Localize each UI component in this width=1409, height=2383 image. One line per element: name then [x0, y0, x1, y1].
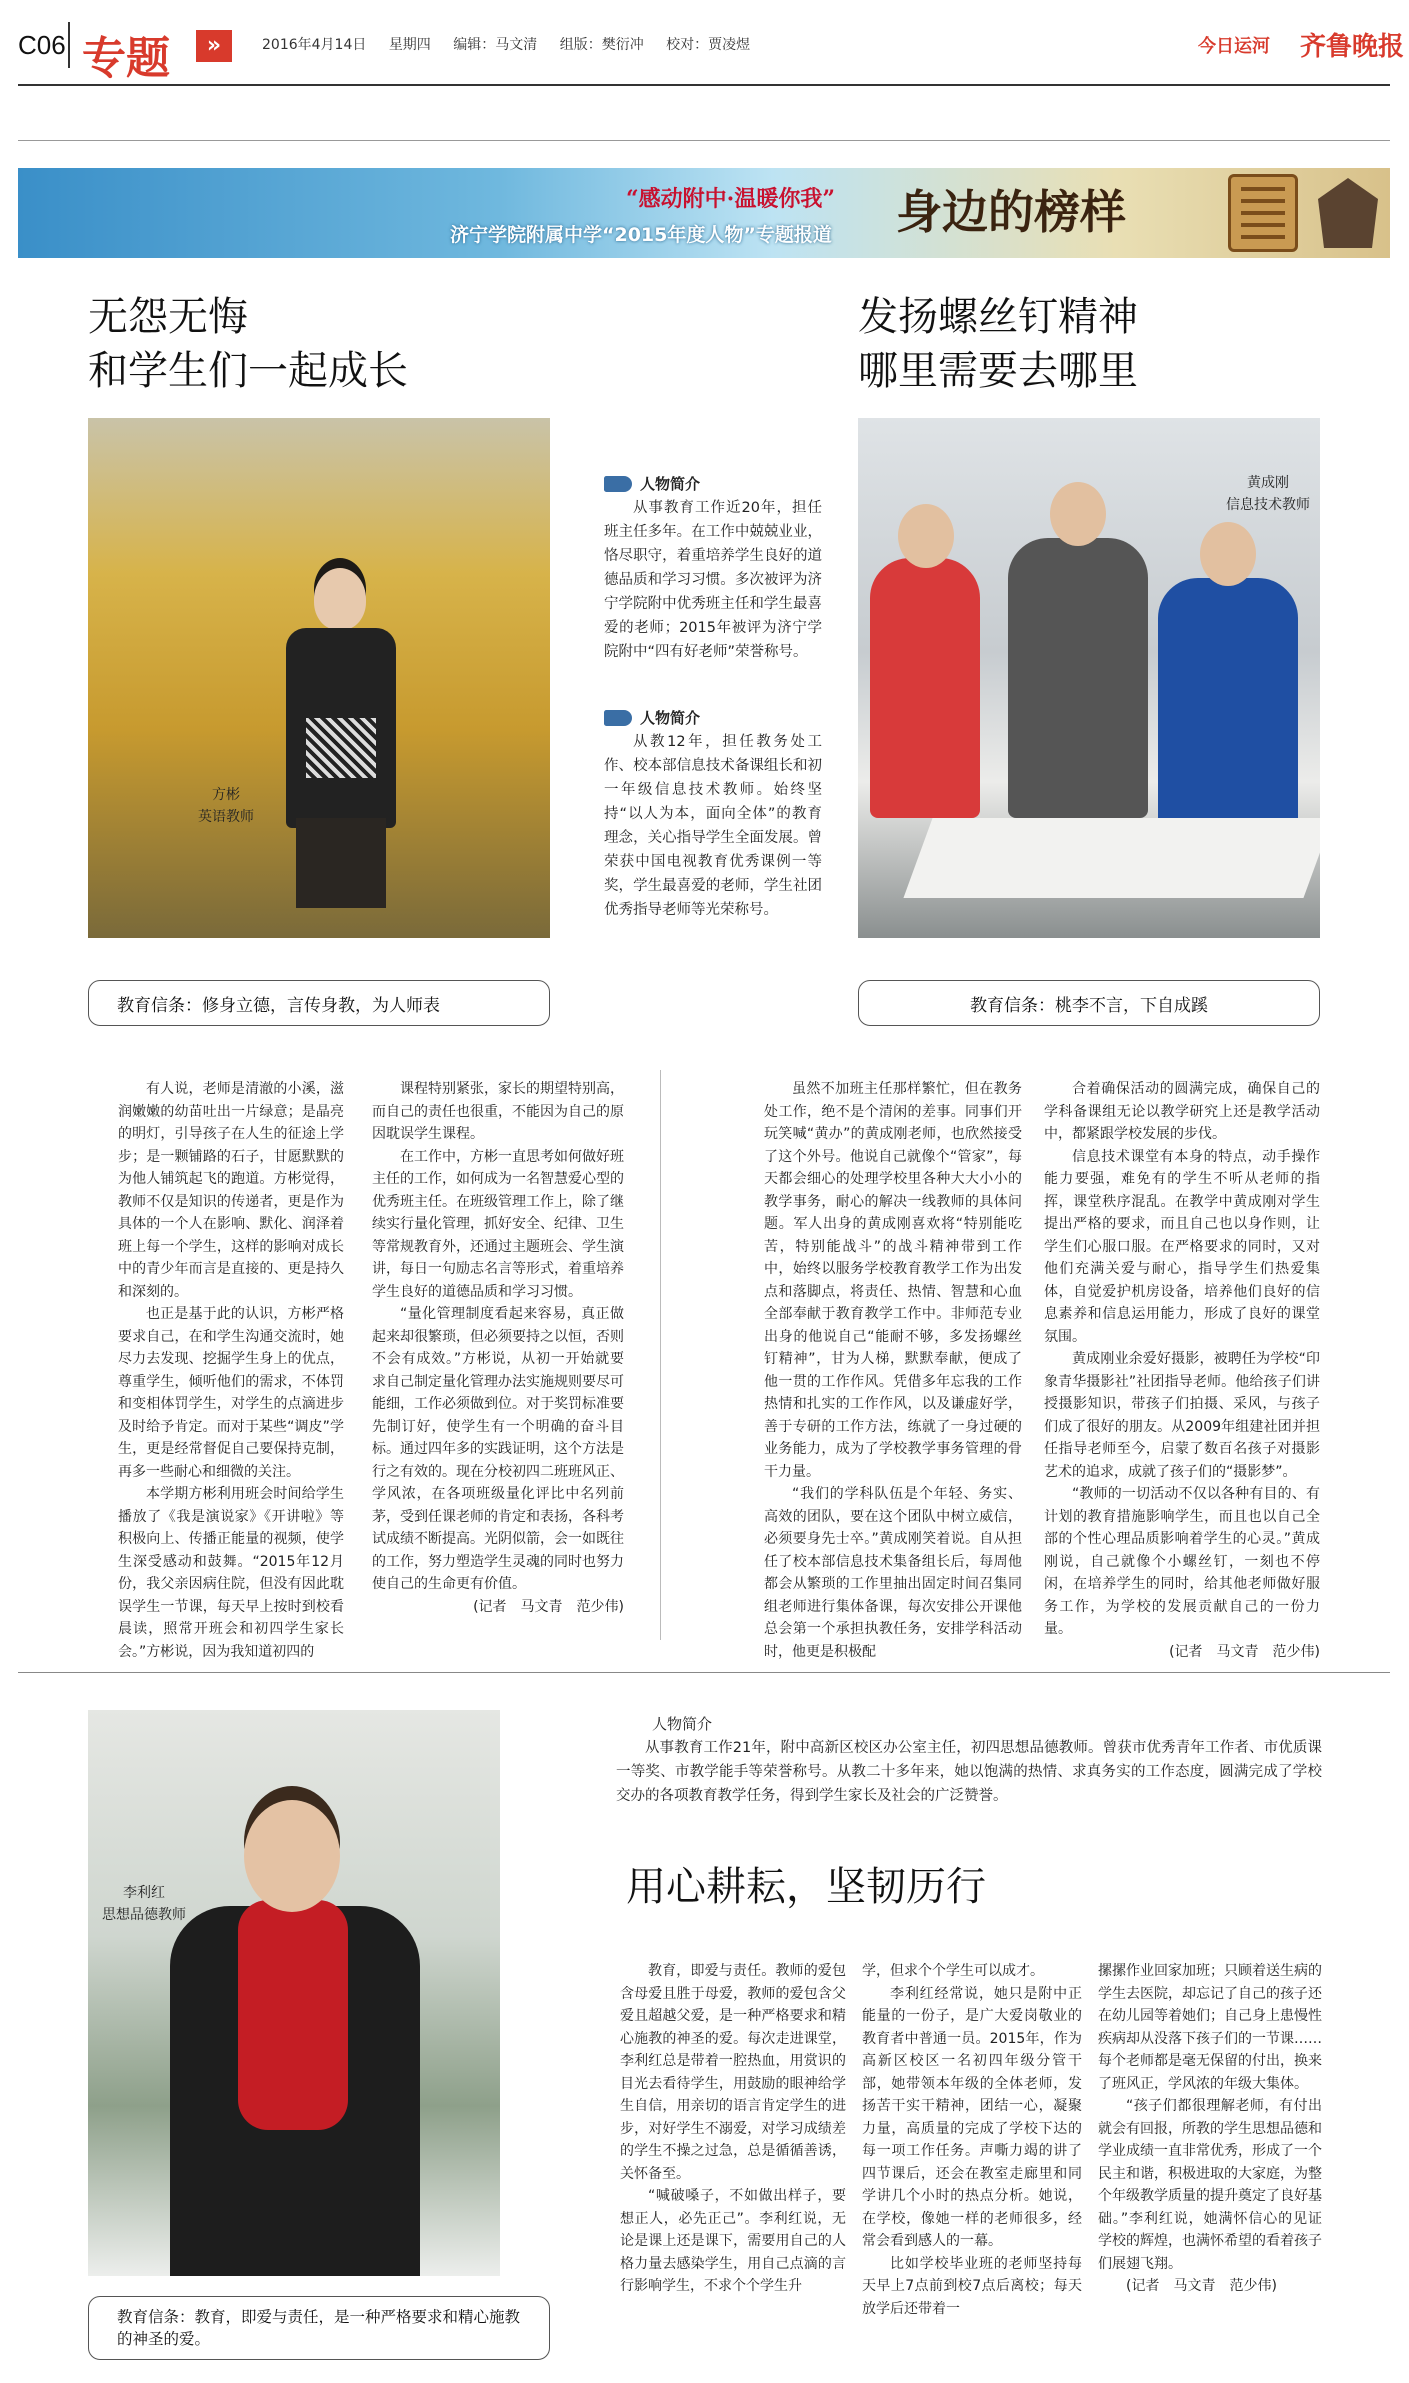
paragraph: 比如学校毕业班的老师坚持每天早上7点前到校7点后离校；每天放学后还带着一	[862, 2255, 1082, 2317]
paragraph: 虽然不加班主任那样繁忙，但在教务处工作，绝不是个清闲的差事。同事们开玩笑喊“黄办”的黄成刚老师，也欣然接受了这个外号。他说自己就像个“管家”，每天都会细心的处理学校里各种大大小小的教学事务，耐心的解决一线教师的具体问题。军人出身的黄成刚喜欢将“特别能吃苦，特别能战斗”的战斗精神带到工作中，始终以服务学校教育教学工作为出发点和落脚点，将责任、热情、智慧和心血全部奉献于教育教学工作中。非师范专业出身的他说自己“能耐不够，多发扬螺丝钉精神”，甘为人梯，默默奉献，便成了他一贯的工作作风。凭借多年忘我的工作热情和扎实的工作作风，以及谦虚好学，善于专研的工作方法，练就了一身过硬的业务能力，成为了学校教学事务管理的骨干力量。	[764, 1081, 1022, 1480]
thin-rule	[18, 140, 1390, 141]
article1-headline	[88, 290, 408, 398]
paragraph: 摞摞作业回家加班；只顾着送生病的学生去医院，却忘记了自己的孩子还在幼儿园等着她们；自己身上患慢性疾病却从没落下孩子们的一节课……每个老师都是毫无保留的付出，换来了班风正，学风浓的年级大集体。	[1098, 1963, 1322, 2092]
article3-photo	[88, 1710, 500, 2276]
article3-motto: 教育信条：教育，即爱与责任，是一种严格要求和精心施教的神圣的爱。	[88, 2296, 550, 2360]
article3-column-3	[1098, 1960, 1322, 2298]
proofreader: 校对：贾凌煜	[666, 37, 751, 53]
pointing-hand-icon	[604, 476, 632, 492]
paragraph: “孩子们都很理解老师，有付出就会有回报，所教的学生思想品德和学业成绩一直非常优秀，形成了一个民主和谐，积极进取的大家庭，为整个年级教学质量的提升奠定了良好基础。”李利红说，她满怀信心的见证学校的辉煌，也满怀希望的看着孩子们展翅飞翔。	[1098, 2098, 1322, 2272]
article2-photo	[858, 418, 1320, 938]
article2-photo-caption	[1226, 472, 1310, 516]
article1-photo-caption	[198, 784, 254, 828]
article2-motto: 教育信条：桃李不言，下自成蹊	[858, 980, 1320, 1026]
paragraph: 在工作中，方彬一直思考如何做好班主任的工作，如何成为一名智慧爱心型的优秀班主任。在班级管理工作上，除了继续实行量化管理，抓好安全、纪律、卫生等常规教育外，还通过主题班会、学生演讲，每日一句励志名言等形式，着重培养学生良好的道德品质和学习习惯。	[372, 1148, 624, 1300]
layout-editor: 组版：樊衍冲	[559, 37, 644, 53]
caption-name: 李利红	[123, 1885, 165, 1901]
paragraph: 黄成刚业余爱好摄影，被聘任为学校“印象青华摄影社”社团指导老师。他给孩子们讲授摄影知识，带孩子们拍摄、采风，与孩子们成了很好的朋友。从2009年组建社团并担任指导老师至今，启蒙了数百名孩子对摄影艺术的追求，成就了孩子们的“摄影梦”。	[1044, 1351, 1320, 1480]
paragraph: “我们的学科队伍是个年轻、务实、高效的团队，要在这个团队中树立威信，必须要身先士卒。”黄成刚笑着说。自从担任了校本部信息技术集备组长后，每周他都会从繁琐的工作里抽出固定时间召集同组老师进行集体备课，每次安排公开课他总会第一个承担执教任务，安排学科活动时，他更是积极配	[764, 1486, 1022, 1660]
column-divider	[660, 1070, 661, 1640]
caption-name: 黄成刚	[1247, 475, 1289, 491]
article3-profile	[616, 1712, 1322, 1808]
pointing-hand-icon	[604, 710, 632, 726]
article1-headline-line2: 和学生们一起成长	[88, 348, 408, 394]
article2-profile	[604, 706, 822, 922]
issue-date: 2016年4月14日	[262, 37, 367, 53]
topic-banner	[18, 168, 1390, 258]
header-divider	[68, 22, 70, 68]
article1-column-1	[118, 1078, 344, 1663]
editor: 编辑：马文清	[453, 37, 538, 53]
section-arrow-icon: »	[196, 30, 232, 62]
section-title: 专题	[82, 33, 170, 84]
article2-column-2	[1044, 1078, 1320, 1663]
banner-slogan: “感动附中·温暖你我”	[626, 186, 835, 212]
article1-column-2	[372, 1078, 624, 1618]
article3-photo-caption	[102, 1882, 186, 1926]
paragraph: 课程特别紧张，家长的期望特别高，而自己的责任也很重，不能因为自己的原因耽误学生课程。	[372, 1081, 624, 1142]
article2-headline	[858, 290, 1138, 398]
article3-column-2	[862, 1960, 1082, 2320]
article3-byline: (记者 马文青 范少伟)	[1126, 2278, 1277, 2294]
banner-title: 身边的榜样	[896, 185, 1126, 239]
caption-name: 方彬	[212, 787, 240, 803]
paragraph: 教育，即爱与责任。教师的爱包含母爱且胜于母爱，教师的爱包含父爱且超越父爱，是一种严格要求和精心施教的神圣的爱。每次走进课堂，李利红总是带着一腔热血，用赏识的目光去看待学生，用鼓励的眼神给学生自信，用亲切的语言肯定学生的进步，对好学生不溺爱，对学习成绩差的学生不操之过急，总是循循善诱，关怀备至。	[620, 1963, 846, 2182]
paragraph: “量化管理制度看起来容易，真正做起来却很繁琐，但必须要持之以恒，否则不会有成效。”方彬说，从初一开始就要求自己制定量化管理办法实施规则要尽可能细，工作必须做到位。对于奖罚标准要先制订好，使学生有一个明确的奋斗目标。通过四年多的实践证明，这个方法是行之有效的。现在分校初四二班班风正、学风浓，在各项班级量化评比中名列前茅，受到任课老师的肯定和表扬，各科考试成绩不断提高。光阴似箭，会一如既往的工作，努力塑造学生灵魂的同时也努力使自己的生命更有价值。	[372, 1306, 624, 1592]
article3-column-1	[620, 1960, 846, 2298]
edition-label: 今日运河	[1198, 36, 1270, 57]
section-rule	[18, 1672, 1390, 1673]
paragraph: 合着确保活动的圆满完成，确保自己的学科备课组无论以教学研究上还是教学活动中，都紧跟学校发展的步伐。	[1044, 1081, 1320, 1142]
page-number: C06	[18, 30, 66, 60]
paragraph: 有人说，老师是清澈的小溪，滋润嫩嫩的幼苗吐出一片绿意；是晶亮的明灯，引导孩子在人生的征途上学步；是一颗铺路的石子，甘愿默默的为他人铺筑起飞的跑道。方彬觉得，教师不仅是知识的传递者，更是作为具体的一个人在影响、默化、润泽着班上每一个学生，这样的影响对成长中的青少年而言是直接的、更是持久和深刻的。	[118, 1081, 344, 1300]
article2-headline-line1: 发扬螺丝钉精神	[858, 294, 1138, 340]
caption-role: 思想品德教师	[102, 1907, 186, 1923]
article1-photo	[88, 418, 550, 938]
profile-text: 从事教育工作21年，附中高新区校区办公室主任，初四思想品德教师。曾获市优秀青年工作者、市优质课一等奖、市教学能手等荣誉称号。从教二十多年来，她以饱满的热情、求真务实的工作态度，圆满完成了学校交办的各项教育教学任务，得到学生家长及社会的广泛赞誉。	[616, 1740, 1322, 1804]
article2-column-1	[764, 1078, 1022, 1663]
article3-headline: 用心耕耘，坚韧历行	[626, 1864, 986, 1910]
issue-meta	[262, 34, 768, 54]
article1-motto: 教育信条：修身立德，言传身教，为人师表	[88, 980, 550, 1026]
paragraph: “喊破嗓子，不如做出样子，要想正人，必先正己”。李利红说，无论是课上还是课下，需要用自己的人格力量去感染学生，用自己点滴的言行影响学生，不求个个学生升	[620, 2188, 846, 2294]
teacher-figure	[286, 568, 396, 908]
newspaper-logo: 齐鲁晚报	[1300, 32, 1405, 62]
caption-role: 信息技术教师	[1226, 497, 1310, 513]
paragraph: 也正是基于此的认识，方彬严格要求自己，在和学生沟通交流时，她尽力去发现、挖掘学生身上的优点，尊重学生，倾听他们的需求，不体罚和变相体罚学生，对学生的点滴进步及时给予肯定。而对于某些“调皮”学生，更是经常督促自己要保持克制，再多一些耐心和细微的关注。	[118, 1306, 344, 1480]
banner-subtitle: 济宁学院附属中学“2015年度人物”专题报道	[450, 224, 832, 246]
profile-label: 人物简介	[604, 706, 822, 730]
profile-text: 从事教育工作近20年，担任班主任多年。在工作中兢兢业业，恪尽职守，着重培养学生良好的道德品质和学习习惯。多次被评为济宁学院附中优秀班主任和学生最喜爱的老师；2015年被评为济宁学院附中“四有好老师”荣誉称号。	[604, 500, 822, 660]
paragraph: 学，但求个个学生可以成才。	[862, 1963, 1044, 1979]
issue-weekday: 星期四	[388, 37, 431, 53]
profile-label: 人物简介	[652, 1715, 713, 1733]
paragraph: 本学期方彬利用班会时间给学生播放了《我是演说家》《开讲啦》等积极向上、传播正能量的视频，使学生深受感动和鼓舞。“2015年12月份，我父亲因病住院，但没有因此耽误学生一节课，每天早上按时到校看晨读，照常开班会和初四学生家长会。”方彬说，因为我知道初四的	[118, 1486, 344, 1660]
building-icon	[1318, 178, 1378, 248]
profile-text: 从教12年，担任教务处工作、校本部信息技术备课组长和初一年级信息技术教师。始终坚持“以人为本，面向全体”的教育理念，关心指导学生全面发展。曾荣获中国电视教育优秀课例一等奖，学生最喜爱的老师，学生社团优秀指导老师等光荣称号。	[604, 734, 822, 918]
article1-profile	[604, 472, 822, 664]
profile-label: 人物简介	[604, 472, 822, 496]
article1-byline: (记者 马文青 范少伟)	[473, 1598, 624, 1615]
paragraph: 李利红经常说，她只是附中正能量的一份子，是广大爱岗敬业的教育者中普通一员。2015年，作为高新区校区一名初四年级分管干部，她带领本年级的全体老师，发扬苦干实干精神，团结一心，凝聚力量，高质量的完成了学校下达的每一项工作任务。声嘶力竭的讲了四节课后，还会在教室走廊里和同学讲几个小时的热点分析。她说，在学校，像她一样的老师很多，经常会看到感人的一幕。	[862, 1985, 1082, 2249]
article2-byline: (记者 马文青 范少伟)	[1169, 1643, 1320, 1660]
article2-headline-line2: 哪里需要去哪里	[858, 348, 1138, 394]
scroll-icon	[1228, 174, 1298, 252]
paragraph: “教师的一切活动不仅以各种有目的、有计划的教育措施影响学生，而且也以自己全部的个性心理品质影响着学生的心灵。”黄成刚说，自己就像个小螺丝钉，一刻也不停闲，在培养学生的同时，给其他老师做好服务工作，为学校的发展贡献自己的一份力量。	[1044, 1486, 1320, 1637]
paragraph: 信息技术课堂有本身的特点，动手操作能力要强，难免有的学生不听从老师的指挥，课堂秩序混乱。在教学中黄成刚对学生提出严格的要求，而且自己也以身作则，让学生们心服口服。在严格要求的同时，又对他们充满关爱与耐心，指导学生们热爱集体，自觉爱护机房设备，培养他们良好的信息素养和信息运用能力，形成了良好的课堂氛围。	[1044, 1148, 1320, 1345]
page-header	[0, 0, 1409, 90]
caption-role: 英语教师	[198, 809, 254, 825]
article1-headline-line1: 无怨无悔	[88, 294, 248, 340]
header-rule	[18, 84, 1390, 86]
